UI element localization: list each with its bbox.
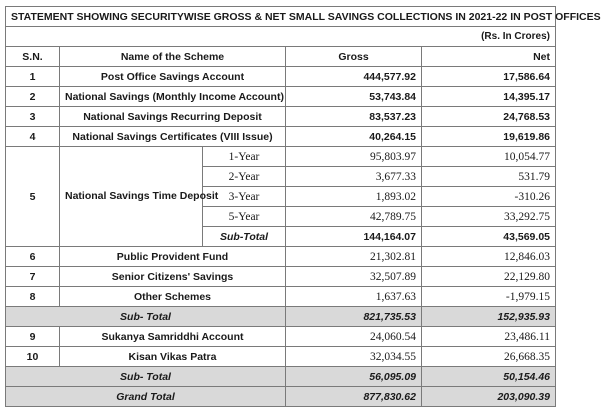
sn-cell: 4: [6, 127, 60, 147]
table-row: [6, 127, 556, 147]
scheme-name-cell: National Savings Time Deposit: [60, 147, 203, 247]
table-row: [6, 267, 556, 287]
header-scheme: Name of the Scheme: [60, 47, 286, 67]
net-cell: 10,054.77: [422, 147, 556, 167]
gross-cell: 42,789.75: [286, 207, 422, 227]
term-cell: 2-Year: [203, 167, 286, 187]
net-cell: 24,768.53: [422, 107, 556, 127]
subtotal-label: Grand Total: [6, 387, 286, 407]
scheme-name-cell: National Savings (Monthly Income Account): [60, 87, 286, 107]
gross-cell: 3,677.33: [286, 167, 422, 187]
net-cell: 19,619.86: [422, 127, 556, 147]
table-row: [6, 247, 556, 267]
subtotal-net: 152,935.93: [422, 307, 556, 327]
table-row: [6, 107, 556, 127]
title-row: [6, 7, 556, 27]
sn-cell: 9: [6, 327, 60, 347]
subtotal-net: 203,090.39: [422, 387, 556, 407]
subtotal-row: [6, 307, 556, 327]
net-cell: 14,395.17: [422, 87, 556, 107]
subtotal-gross: 877,830.62: [286, 387, 422, 407]
subtotal-label: Sub- Total: [6, 307, 286, 327]
gross-cell: 444,577.92: [286, 67, 422, 87]
subtotal-gross: 56,095.09: [286, 367, 422, 387]
scheme-name-cell: Other Schemes: [60, 287, 286, 307]
sn-cell: 6: [6, 247, 60, 267]
scheme-name-cell: National Savings Certificates (VIII Issue): [60, 127, 286, 147]
net-cell: 12,846.03: [422, 247, 556, 267]
subtotal-gross: 821,735.53: [286, 307, 422, 327]
net-cell: 43,569.05: [422, 227, 556, 247]
gross-cell: 95,803.97: [286, 147, 422, 167]
gross-cell: 83,537.23: [286, 107, 422, 127]
net-cell: 17,586.64: [422, 67, 556, 87]
subtotal-row: [6, 367, 556, 387]
header-sn: S.N.: [6, 47, 60, 67]
gross-cell: 144,164.07: [286, 227, 422, 247]
gross-cell: 32,034.55: [286, 347, 422, 367]
net-cell: 33,292.75: [422, 207, 556, 227]
gross-cell: 32,507.89: [286, 267, 422, 287]
scheme-name-cell: Senior Citizens' Savings: [60, 267, 286, 287]
sn-cell: 10: [6, 347, 60, 367]
table-row: [6, 347, 556, 367]
scheme-name-cell: Kisan Vikas Patra: [60, 347, 286, 367]
header-row: [6, 47, 556, 67]
scheme-name-cell: Post Office Savings Account: [60, 67, 286, 87]
header-net: Net: [422, 47, 556, 67]
unit-label: (Rs. In Crores): [6, 27, 556, 47]
table-row: [6, 287, 556, 307]
table-row: [6, 327, 556, 347]
table-title: STATEMENT SHOWING SECURITYWISE GROSS & NET SMALL SAVINGS COLLECTIONS IN 2021-22 IN POST OFFICES: [6, 7, 556, 27]
gross-cell: 1,893.02: [286, 187, 422, 207]
subtotal-net: 50,154.46: [422, 367, 556, 387]
term-cell: 1-Year: [203, 147, 286, 167]
net-cell: -1,979.15: [422, 287, 556, 307]
gross-cell: 40,264.15: [286, 127, 422, 147]
unit-row: [6, 27, 556, 47]
time-deposit-row: [6, 147, 556, 167]
sn-cell: 1: [6, 67, 60, 87]
net-cell: 531.79: [422, 167, 556, 187]
sn-cell: 7: [6, 267, 60, 287]
subtotal-label: Sub- Total: [6, 367, 286, 387]
net-cell: 22,129.80: [422, 267, 556, 287]
term-cell: 3-Year: [203, 187, 286, 207]
header-gross: Gross: [286, 47, 422, 67]
gross-cell: 53,743.84: [286, 87, 422, 107]
net-cell: -310.26: [422, 187, 556, 207]
scheme-name-cell: Public Provident Fund: [60, 247, 286, 267]
table-row: [6, 67, 556, 87]
sn-cell: 5: [6, 147, 60, 247]
gross-cell: 1,637.63: [286, 287, 422, 307]
gross-cell: 24,060.54: [286, 327, 422, 347]
table-body: [6, 7, 601, 407]
scheme-name-cell: National Savings Recurring Deposit: [60, 107, 286, 127]
net-cell: 23,486.11: [422, 327, 556, 347]
term-subtotal-label: Sub-Total: [203, 227, 286, 247]
sn-cell: 8: [6, 287, 60, 307]
net-cell: 26,668.35: [422, 347, 556, 367]
collections-table: [5, 6, 601, 407]
sn-cell: 3: [6, 107, 60, 127]
gross-cell: 21,302.81: [286, 247, 422, 267]
table-row: [6, 87, 556, 107]
scheme-name-cell: Sukanya Samriddhi Account: [60, 327, 286, 347]
grand-total-row: [6, 387, 556, 407]
term-cell: 5-Year: [203, 207, 286, 227]
sn-cell: 2: [6, 87, 60, 107]
